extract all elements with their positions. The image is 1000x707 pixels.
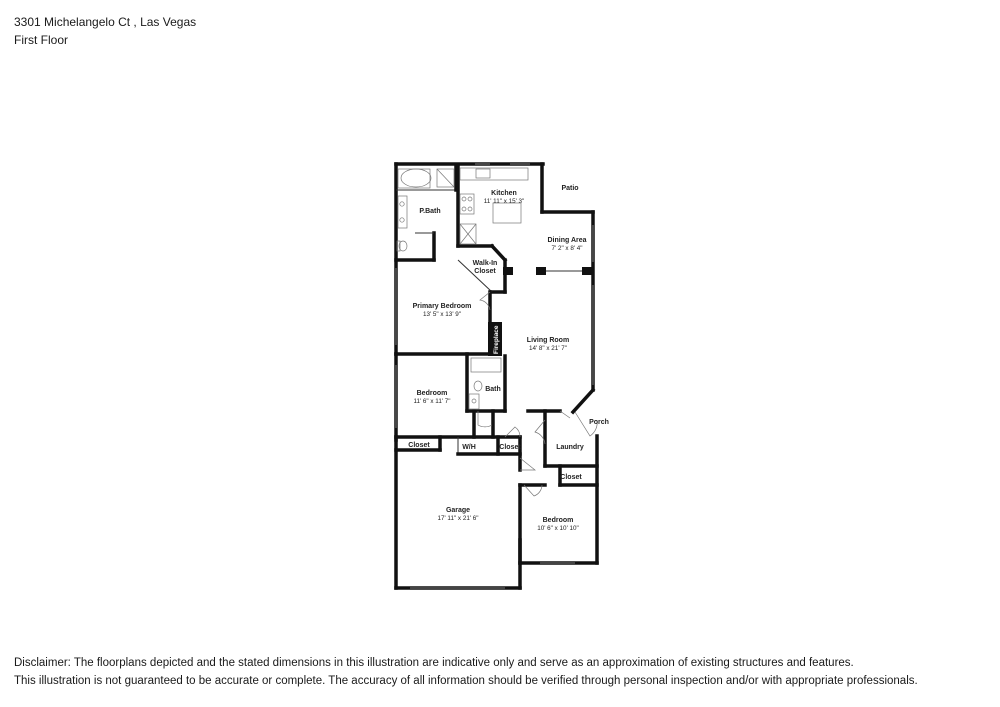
room-label-porch: Porch [589, 419, 609, 426]
vanity-icon-2 [469, 394, 479, 409]
svg-text:11' 6" x 11' 7": 11' 6" x 11' 7" [413, 398, 451, 405]
room-label-living-room [527, 337, 569, 352]
svg-text:Garage: Garage [445, 507, 471, 514]
bathtub-icon [401, 169, 431, 187]
room-label-patio: Patio [561, 185, 579, 192]
sink-icon [476, 169, 490, 178]
room-label-dining [547, 237, 586, 252]
svg-text:7' 2" x 8' 4": 7' 2" x 8' 4" [551, 245, 583, 252]
room-label-primary-bedroom [413, 303, 472, 318]
svg-text:Bedroom: Bedroom [542, 517, 574, 524]
room-label-kitchen [484, 190, 525, 205]
svg-text:Living Room: Living Room [526, 337, 570, 344]
svg-text:11' 11" x 15' 3": 11' 11" x 15' 3" [483, 198, 525, 205]
toilet-icon-2 [474, 381, 482, 391]
disclaimer-line-1: Disclaimer: The floorplans depicted and the stated dimensions in this illustration are indicative only and serve as an approximation of existing structures and features. [14, 657, 854, 669]
property-address: 3301 Michelangelo Ct , Las Vegas [14, 15, 197, 29]
room-label-closet-right: Closet [560, 474, 582, 481]
vanity-icon [398, 196, 407, 228]
svg-text:Walk-In: Walk-In [472, 260, 498, 267]
svg-text:14' 8" x 21' 7": 14' 8" x 21' 7" [528, 345, 568, 352]
svg-text:17' 11" x 21' 6": 17' 11" x 21' 6" [437, 515, 479, 522]
svg-text:10' 6" x 10' 10": 10' 6" x 10' 10" [537, 525, 579, 532]
room-label-water-heater: W/H [462, 444, 476, 451]
stove-icon [460, 194, 474, 214]
room-label-bedroom-2 [537, 517, 579, 532]
room-label-fireplace: Fireplace [493, 325, 500, 354]
room-label-bath: Bath [485, 386, 501, 393]
room-label-laundry: Laundry [556, 444, 584, 451]
svg-text:Primary Bedroom: Primary Bedroom [412, 303, 472, 310]
room-label-pbath: P.Bath [419, 208, 441, 215]
svg-text:Dining Area: Dining Area [547, 237, 587, 244]
svg-text:13' 5" x 13' 9": 13' 5" x 13' 9" [422, 311, 462, 318]
room-label-closet-left: Closet [408, 442, 430, 449]
floor-label: First Floor [14, 33, 68, 47]
disclaimer-line-2: This illustration is not guaranteed to be accurate or complete. The accuracy of all information should be verified through personal inspection and/or with appropriate professionals. [14, 675, 918, 687]
bath-tub-2 [471, 358, 501, 372]
svg-text:Kitchen: Kitchen [491, 190, 517, 197]
room-label-bedroom-1 [413, 390, 450, 405]
room-label-closet-mid: Closet [499, 444, 521, 451]
room-label-garage [437, 507, 478, 522]
svg-text:Bedroom: Bedroom [416, 390, 448, 397]
kitchen-island [493, 203, 521, 223]
kitchen-counter [460, 168, 528, 180]
svg-text:Closet: Closet [474, 268, 496, 275]
room-label-walkin-closet [473, 260, 498, 275]
